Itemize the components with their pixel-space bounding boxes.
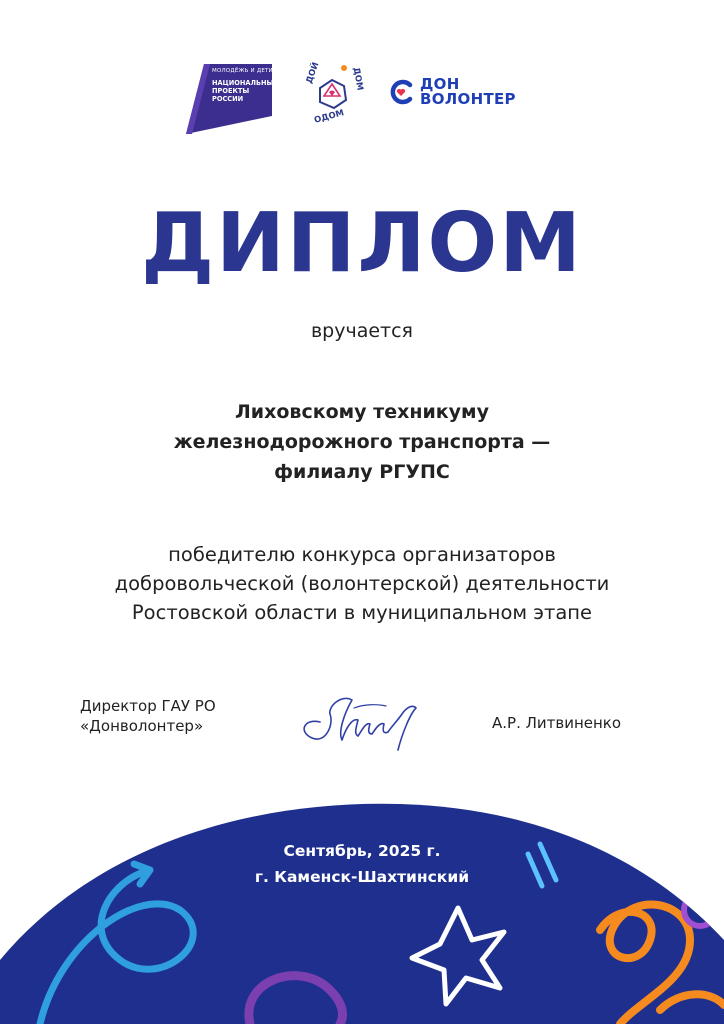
don-volonter-icon bbox=[388, 79, 414, 105]
recipient-line-3: филиалу РГУПС bbox=[274, 461, 450, 483]
national-projects-line-1: НАЦИОНАЛЬНЫЕ bbox=[212, 79, 278, 87]
dom-dobro-left-text: ДОЙ bbox=[304, 60, 322, 86]
national-projects-logo bbox=[186, 60, 278, 134]
signer-position-line-2: «Донволонтер» bbox=[80, 717, 204, 735]
recipient-line-1: Лиховскому техникуму bbox=[235, 401, 489, 423]
dom-dobro-logo bbox=[300, 62, 364, 126]
footer-place: г. Каменск-Шахтинский bbox=[254, 868, 470, 886]
reason-line-1: победителю конкурса организаторов bbox=[168, 543, 556, 566]
handwritten-signature bbox=[294, 684, 434, 756]
reason-line-2: добровольческой (волонтерской) деятельности bbox=[114, 572, 610, 595]
dom-dobro-right-text: ДОМ bbox=[350, 66, 365, 92]
don-volonter-line-1: ДОН bbox=[420, 75, 460, 93]
national-projects-top-line: МОЛОДЁЖЬ И ДЕТИ bbox=[212, 68, 273, 74]
reason-block bbox=[0, 540, 724, 627]
footer-date: Сентябрь, 2025 г. bbox=[283, 842, 441, 860]
dom-dobro-bottom-text: ОДОМ bbox=[313, 108, 346, 126]
don-volonter-line-2: ВОЛОНТЕР bbox=[420, 90, 516, 108]
recipient-block bbox=[0, 397, 724, 487]
national-projects-line-2: ПРОЕКТЫ bbox=[212, 87, 250, 95]
diploma-title: ДИПЛОМ bbox=[141, 196, 583, 291]
bottom-decoration bbox=[0, 790, 724, 1024]
reason-line-3: Ростовской области в муниципальном этапе bbox=[131, 601, 593, 624]
signer-name: А.Р. Литвиненко bbox=[492, 714, 622, 732]
signer-position-line-1: Директор ГАУ РО bbox=[80, 697, 216, 715]
presented-text: вручается bbox=[310, 320, 413, 342]
national-projects-line-3: РОССИИ bbox=[212, 95, 244, 103]
don-volonter-logo bbox=[388, 76, 528, 110]
recipient-line-2: железнодорожного транспорта — bbox=[173, 431, 551, 453]
signer-position bbox=[80, 696, 250, 736]
